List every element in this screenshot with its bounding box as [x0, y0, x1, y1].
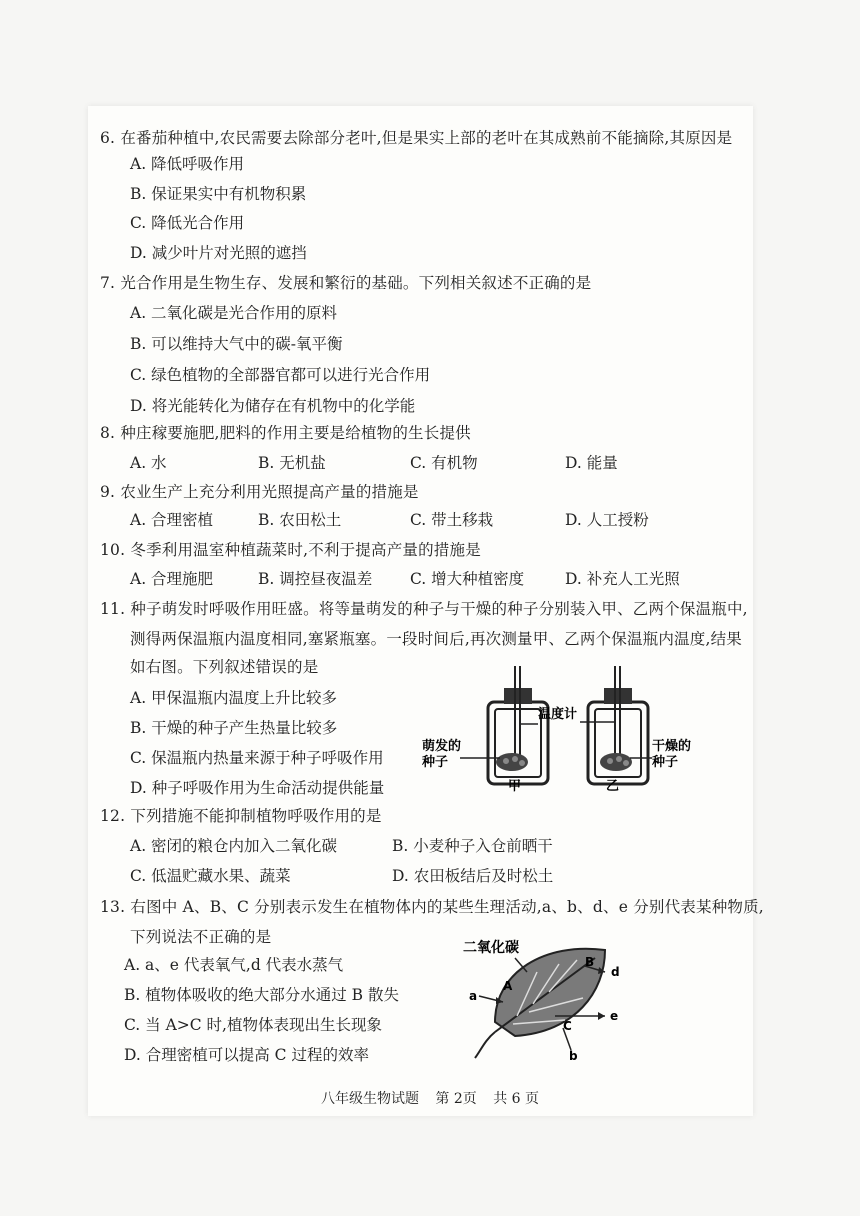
q10-option-d: D. 补充人工光照	[565, 570, 680, 588]
q8-stem: 8. 种庄稼要施肥,肥料的作用主要是给植物的生长提供	[100, 424, 471, 442]
label-d: d	[611, 965, 620, 979]
left-seed-label-2: 种子	[422, 755, 449, 770]
q10-option-c: C. 增大种植密度	[410, 570, 525, 588]
label-a: a	[469, 989, 478, 1003]
q11-stem-line-1: 11. 种子萌发时呼吸作用旺盛。将等量萌发的种子与干燥的种子分别装入甲、乙两个保温瓶中,	[100, 600, 748, 618]
footer-page: 第 2页	[435, 1091, 477, 1107]
label-e: e	[610, 1009, 619, 1023]
bottle-label-jia: 甲	[508, 779, 522, 792]
thermometer-label: 温度计	[538, 707, 578, 722]
q9-option-c: C. 带土移栽	[410, 511, 494, 529]
q7-option-d: D. 将光能转化为储存在有机物中的化学能	[130, 397, 416, 415]
q6-stem: 6. 在番茄种植中,农民需要去除部分老叶,但是果实上部的老叶在其成熟前不能摘除,其原因是	[100, 129, 733, 147]
q8-option-a: A. 水	[130, 454, 167, 472]
bottle-label-yi: 乙	[606, 779, 620, 792]
footer-total: 共 6 页	[493, 1091, 540, 1107]
thermos-right	[588, 666, 648, 784]
q12-option-c: C. 低温贮藏水果、蔬菜	[130, 867, 291, 885]
q7-option-a: A. 二氧化碳是光合作用的原料	[130, 304, 338, 322]
label-C: C	[563, 1019, 572, 1033]
q12-option-b: B. 小麦种子入仓前晒干	[392, 837, 553, 855]
co2-label: 二氧化碳	[463, 940, 519, 956]
leaf-figure	[455, 932, 655, 1062]
q11-option-a: A. 甲保温瓶内温度上升比较多	[130, 689, 338, 707]
q10-option-b: B. 调控昼夜温差	[258, 570, 373, 588]
q8-option-c: C. 有机物	[410, 454, 478, 472]
q7-option-c: C. 绿色植物的全部器官都可以进行光合作用	[130, 366, 431, 384]
footer-title: 八年级生物试题	[320, 1091, 419, 1107]
thermos-figure	[420, 662, 710, 792]
left-seed-label-1: 萌发的	[422, 739, 462, 754]
label-B: B	[585, 955, 595, 969]
q7-stem: 7. 光合作用是生物生存、发展和繁衍的基础。下列相关叙述不正确的是	[100, 274, 592, 292]
page-footer	[0, 1088, 860, 1108]
q6-option-b: B. 保证果实中有机物积累	[130, 185, 307, 203]
q9-option-d: D. 人工授粉	[565, 511, 649, 529]
q9-stem: 9. 农业生产上充分利用光照提高产量的措施是	[100, 483, 419, 501]
q6-option-d: D. 减少叶片对光照的遮挡	[130, 244, 307, 262]
q6-option-a: A. 降低呼吸作用	[130, 155, 245, 173]
q9-option-a: A. 合理密植	[130, 511, 214, 529]
q13-option-b: B. 植物体吸收的绝大部分水通过 B 散失	[124, 986, 399, 1004]
q10-stem: 10. 冬季利用温室种植蔬菜时,不利于提高产量的措施是	[100, 541, 481, 559]
q6-option-c: C. 降低光合作用	[130, 214, 245, 232]
q11-option-c: C. 保温瓶内热量来源于种子呼吸作用	[130, 749, 384, 767]
q11-stem-line-2: 测得两保温瓶内温度相同,塞紧瓶塞。一段时间后,再次测量甲、乙两个保温瓶内温度,结果	[130, 630, 742, 648]
q13-option-d: D. 合理密植可以提高 C 过程的效率	[124, 1046, 369, 1064]
q9-option-b: B. 农田松土	[258, 511, 342, 529]
q11-stem-line-3: 如右图。下列叙述错误的是	[130, 658, 319, 676]
q7-option-b: B. 可以维持大气中的碳-氧平衡	[130, 335, 343, 353]
q12-option-d: D. 农田板结后及时松土	[392, 867, 554, 885]
q10-option-a: A. 合理施肥	[130, 570, 214, 588]
q11-option-b: B. 干燥的种子产生热量比较多	[130, 719, 338, 737]
q8-option-b: B. 无机盐	[258, 454, 326, 472]
q13-option-c: C. 当 A>C 时,植物体表现出生长现象	[124, 1016, 382, 1034]
q11-option-d: D. 种子呼吸作用为生命活动提供能量	[130, 779, 385, 797]
thermos-left	[488, 666, 548, 784]
label-A: A	[503, 979, 513, 993]
q12-stem: 12. 下列措施不能抑制植物呼吸作用的是	[100, 807, 382, 825]
q13-stem-line-1: 13. 右图中 A、B、C 分别表示发生在植物体内的某些生理活动,a、b、d、e 分别代表某种物质,	[100, 898, 764, 916]
q12-option-a: A. 密闭的粮仓内加入二氧化碳	[130, 837, 338, 855]
right-seed-label-2: 种子	[652, 755, 679, 770]
right-seed-label-1: 干燥的	[652, 739, 692, 754]
label-b: b	[569, 1049, 578, 1062]
q13-option-a: A. a、e 代表氧气,d 代表水蒸气	[124, 956, 344, 974]
q8-option-d: D. 能量	[565, 454, 618, 472]
q13-stem-line-2: 下列说法不正确的是	[130, 928, 272, 946]
